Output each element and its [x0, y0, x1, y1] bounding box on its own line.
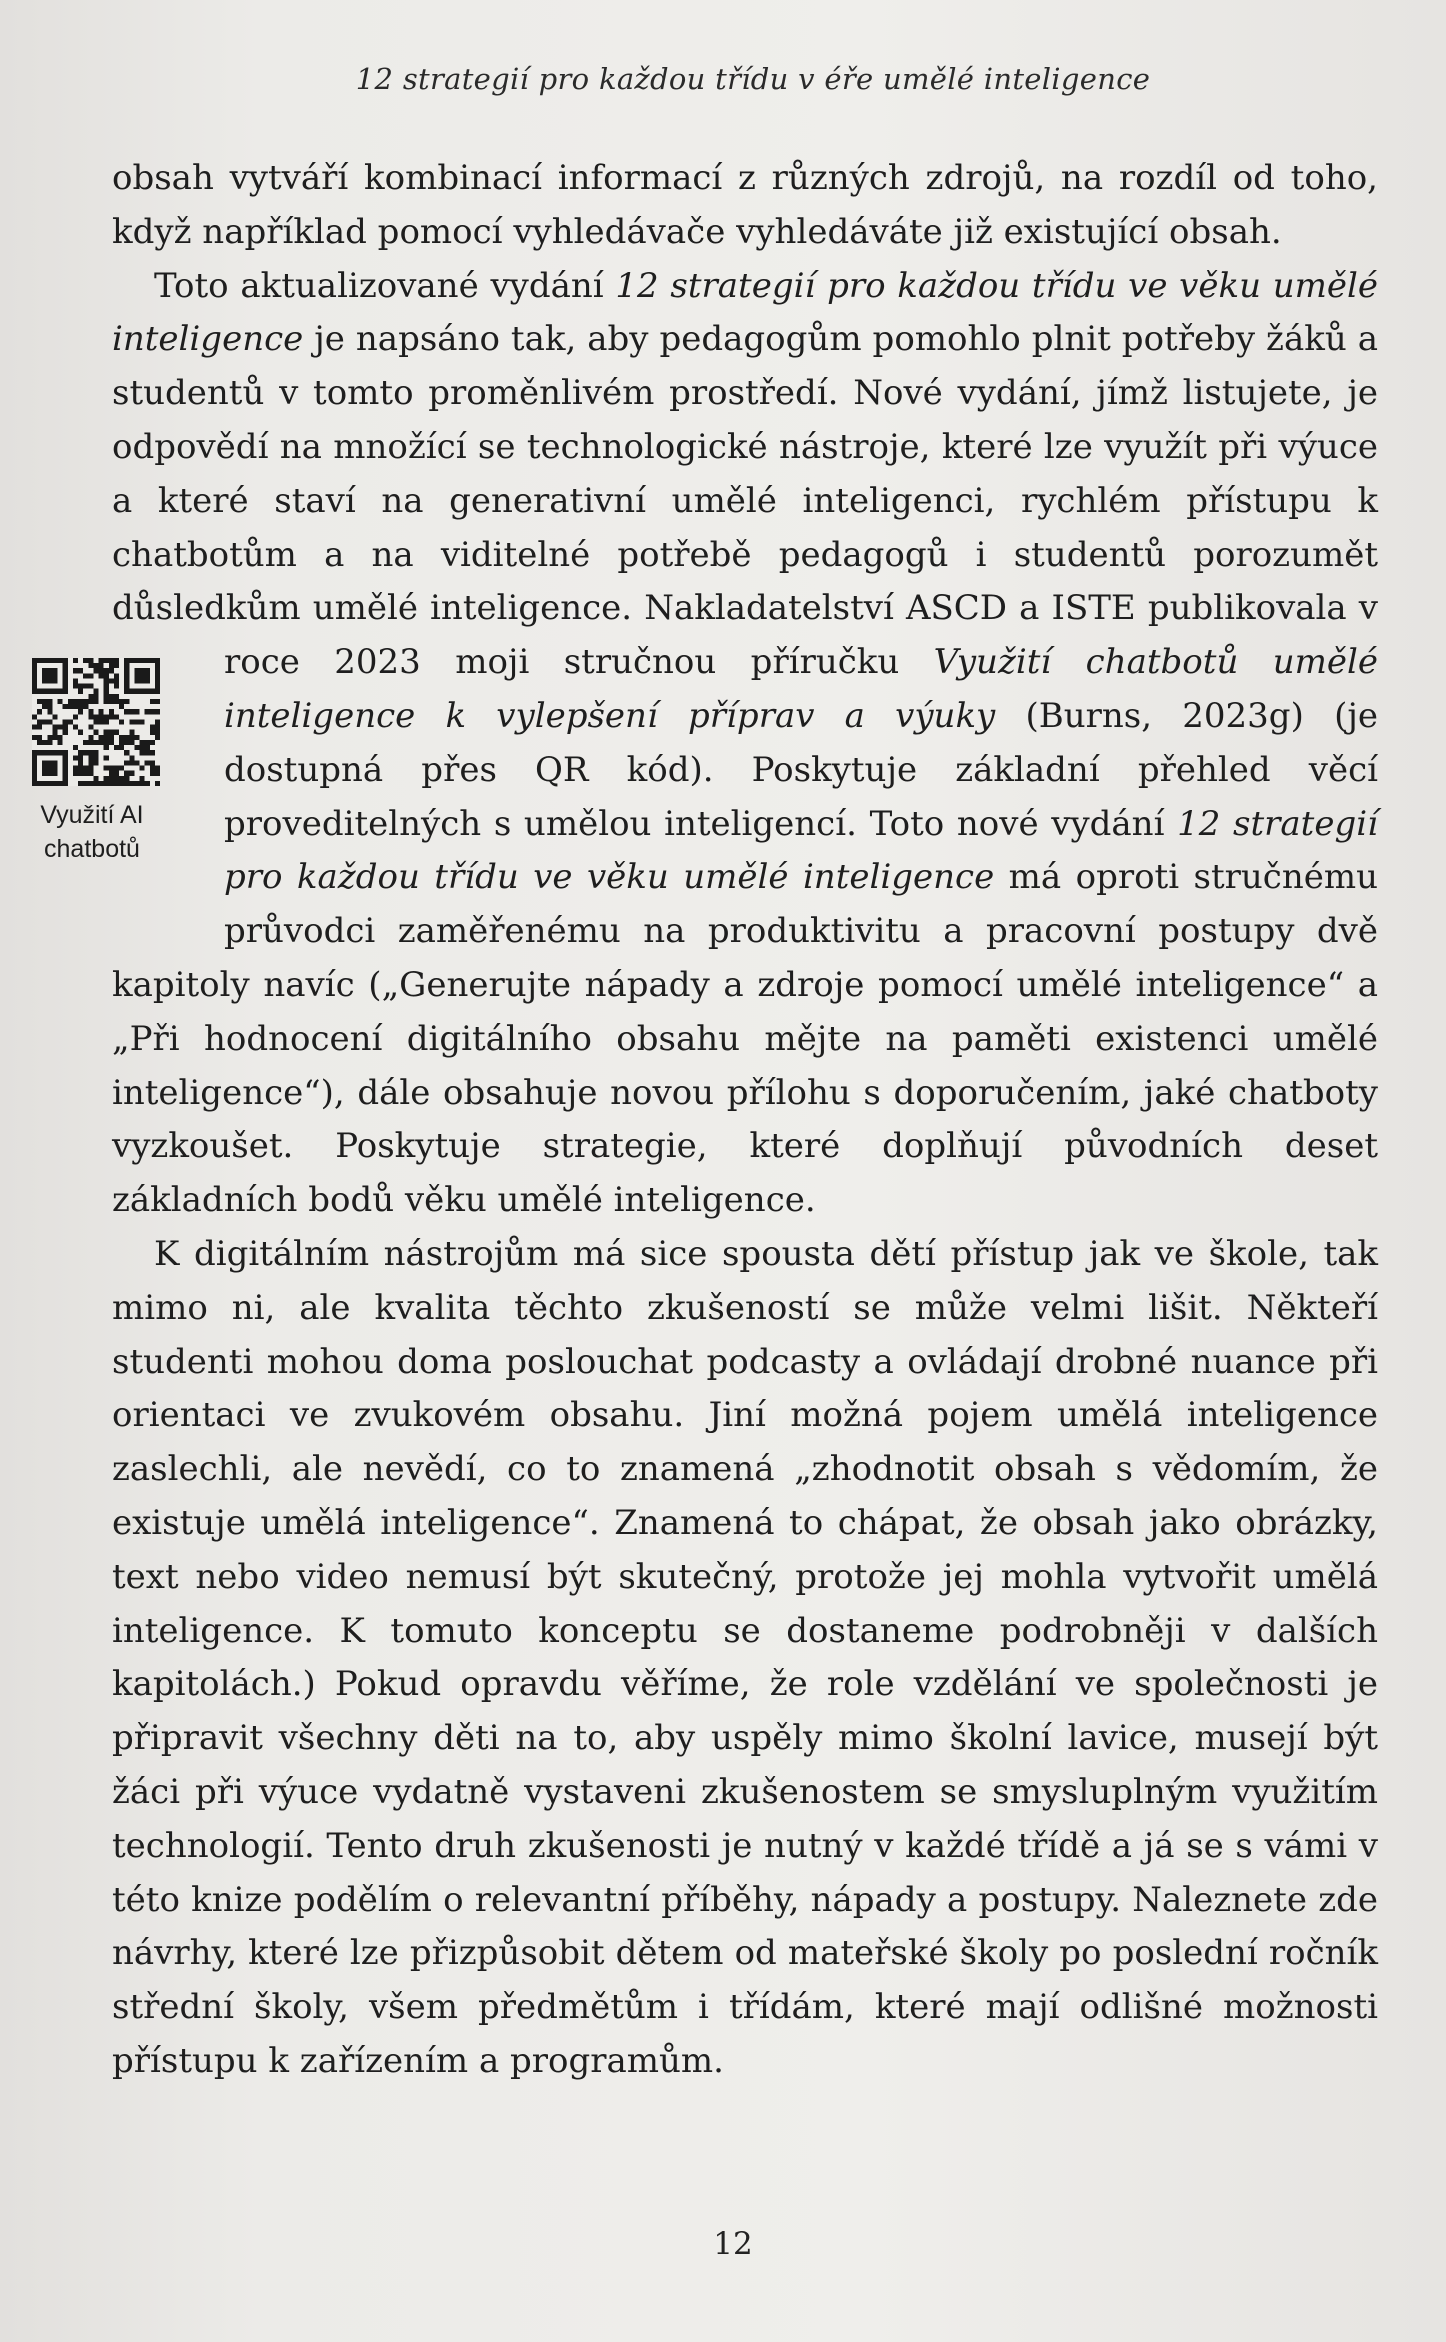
running-head: 12 strategií pro každou třídu v éře umělé inteligence: [355, 62, 1151, 96]
paragraph-digital-tools: K digitálním nástrojům má sice spousta dětí přístup jak ve škole, tak mimo ni, ale kvalita těchto zkušeností se může velmi lišit. Někteří studenti mohou doma poslouchat podcasty a ovládají drobné nuance při orientaci ve zvukovém obsahu. Jiní možná pojem umělá inteligence zaslechli, ale nevědí, co to znamená „zhodnotit obsah s vědomím, že existuje umělá inteligence“. Znamená to chápat, že obsah jako obrázky, text nebo video nemusí být skutečný, protože jej mohla vytvořit umělá inteligence. K tomuto konceptu se dostaneme podrobněji v dalších kapitolách.) Pokud opravdu věříme, že role vzdělání ve společnosti je připravit všechny děti na to, aby uspěly mimo školní lavice, musejí být žáci při výuce vydatně vystaveni zkušenostem se smysluplným využitím technologií. Tento druh zkušenosti je nutný v každé třídě a já se s vámi v této knize podělím o relevantní příběhy, nápady a postupy. Naleznete zde návrhy, které lze přizpůsobit dětem od mateřské školy po poslední ročník střední školy, všem předmětům i třídám, které mají odlišné možnosti přístupu k zařízením a programům.: [112, 1233, 1378, 2081]
book-title-italic: 12 strategií pro každou třídu ve věku umělé inteligence: [112, 265, 1378, 360]
paragraph-continued: obsah vytváří kombinací informací z různých zdrojů, na rozdíl od toho, když například pomocí vyhledávače vyhledáváte již existující obsah.: [112, 158, 1378, 252]
text-run: Toto aktualizované vydání: [154, 265, 616, 306]
paragraph-edition: [40, 260, 1379, 1228]
qr-code-icon[interactable]: [32, 658, 160, 786]
guide-title-italic: Využití chatbotů umělé inteligence k vylepšení příprav a výuky: [224, 642, 1378, 736]
text-run: (Burns, 2023g) (je dostupná přes QR kód). Poskytuje základní přehled věcí proveditelných s umělou inteligencí. Toto nové vydání: [224, 695, 1378, 844]
book-title-italic: 12 strategií pro každou třídu ve věku umělé inteligence: [224, 803, 1378, 898]
text-run: má oproti stručnému průvodci zaměřenému na produktivitu a pracovní postupy dvě kapitoly navíc („Generujte nápady a zdroje pomocí umělé inteligence“ a „Při hodnocení digitálního obsahu mějte na paměti existenci umělé inteligence“), dále obsahuje novou přílohu s doporučením, jaké chatboty vyzkoušet. Poskytuje strategie, které doplňují původních deset základních bodů věku umělé inteligence.: [112, 857, 1379, 1221]
text-run: je napsáno tak, aby pedagogům pomohlo plnit potřeby žáků a studentů v tomto proměnlivém prostředí. Nové vydání, jímž listujete, je odpovědí na množící se technologické nástroje, které lze využít při výuce a které staví na generativní umělé inteligenci, rychlém přístupu k chatbotům a na viditelné potřebě pedagogů i studentů porozumět důsledkům umělé inteligence. Nakladatelství ASCD a ISTE publikovala v roce 2023 moji stručnou příručku: [112, 319, 1378, 683]
body-text: [40, 152, 1379, 2089]
qr-sidebar: [30, 640, 142, 910]
page-number: 12: [713, 2226, 753, 2262]
qr-caption: Využití AI chatbotů: [40, 801, 144, 864]
